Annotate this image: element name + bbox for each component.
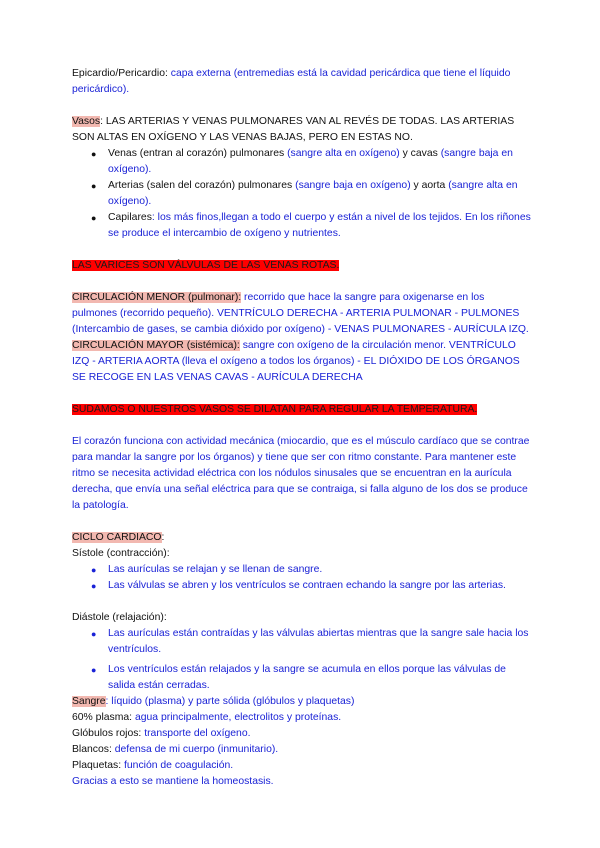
epicardio-term: Epicardio/Pericardio: [72,68,168,79]
list-item [91,626,532,658]
diastole-title: Diástole (relajación) [72,612,164,623]
vasos-item-1-b: (sangre baja en oxígeno) [295,180,411,191]
list-item [91,210,532,242]
circulacion-mayor-paragraph [72,338,532,386]
list-item [91,178,532,210]
vasos-item-0-b: (sangre alta en oxígeno) [287,148,400,159]
vasos-item-0-d: (sangre baja en oxígeno). [108,148,513,175]
ciclo-colon: : [161,532,165,543]
sistole-colon: : [166,548,170,559]
vasos-item-0-c: y cavas [399,148,441,159]
sangre-desc: : líquido (plasma) y parte sólida (glóbulos y plaquetas) [105,696,355,707]
sangre-line-2-desc: defensa de mi cuerpo (inmunitario). [111,744,279,755]
bullet-icon: ● [91,629,97,639]
list-item [91,662,532,694]
sangre-paragraph [72,694,532,710]
varices-highlight: LAS VARICES SON VÁLVULAS DE LAS VENAS ROTAS. [72,260,340,271]
diastole-item-0: Las aurículas están contraídas y las válvulas abiertas mientras que la sangre sale hacia los ventrículos. [108,628,529,655]
sistole-heading [72,546,532,562]
document-page [72,66,532,790]
diastole-colon: : [163,612,167,623]
diastole-list [72,626,532,694]
ciclo-heading [72,530,532,546]
circulacion-menor-term: CIRCULACIÓN MENOR (pulmonar): [72,292,242,303]
sangre-line-0 [72,710,532,726]
circulacion-menor-paragraph [72,290,532,338]
sangre-line-1-desc: transporte del oxígeno. [141,728,251,739]
vasos-item-1-a: Arterias (salen del corazón) pulmonares [108,180,296,191]
bullet-icon: ● [91,181,97,191]
diastole-item-1: Los ventrículos están relajados y la sangre se acumula en ellos porque las válvulas de salida están cerradas. [108,664,506,691]
circulacion-menor-desc: recorrido que hace la sangre para oxigenarse en los pulmones (recorrido pequeño). VENTRÍCULO DERECHA - ARTERIA PULMONAR - PULMONES (Intercambio de gases, se cambia dióxido por oxígeno) - VENAS PULMONARES - AURÍCULA IZQ. [72,292,529,335]
vasos-item-1-c: y aorta [410,180,449,191]
sangre-line-2 [72,742,532,758]
vasos-intro: : LAS ARTERIAS Y VENAS PULMONARES VAN AL REVÉS DE TODAS. LAS ARTERIAS SON ALTAS EN OXÍGENO Y LAS VENAS BAJAS, PERO EN ESTAS NO. [72,116,515,143]
vasos-paragraph [72,114,532,146]
circulacion-mayor-term: CIRCULACIÓN MAYOR (sistémica): [72,340,240,351]
epicardio-desc: capa externa (entremedias está la cavidad pericárdica que tiene el líquido pericárdico). [72,68,511,95]
sangre-line-1 [72,726,532,742]
epicardio-paragraph [72,66,532,98]
vasos-term: Vasos [72,116,101,127]
sangre-line-0-term: 60% plasma: [72,712,133,723]
sudamos-paragraph [72,402,532,418]
vasos-item-0-a: Venas (entran al corazón) pulmonares [108,148,288,159]
bullet-icon: ● [91,213,97,223]
bullet-icon: ● [91,565,97,575]
sistole-list [72,562,532,594]
circulacion-mayor-desc: sangre con oxígeno de la circulación menor. VENTRÍCULO IZQ - ARTERIA AORTA (lleva el oxígeno a todos los órganos) - EL DIÓXIDO DE LOS ÓRGANOS SE RECOGE EN LAS VENAS CAVAS - AURÍCULA DERECHA [72,340,520,383]
sangre-line-2-term: Blancos: [72,744,112,755]
diastole-heading [72,610,532,626]
list-item [91,146,532,178]
sangre-line-3-desc: función de coagulación. [121,760,234,771]
varices-paragraph [72,258,532,274]
vasos-item-2-a: Capilares [108,212,152,223]
sangre-term: Sangre [72,696,106,707]
sangre-line-0-desc: agua principalmente, electrolitos y proteínas. [132,712,342,723]
list-item [91,562,532,578]
sangre-line-3-term: Plaquetas: [72,760,122,771]
sangre-line-3 [72,758,532,774]
bullet-icon: ● [91,149,97,159]
vasos-list [72,146,532,242]
bullet-icon: ● [91,581,97,591]
vasos-item-2-b: : los más finos,llegan a todo el cuerpo y están a nivel de los tejidos. En los riñones se produce el intercambio de oxígeno y nutrientes. [108,212,531,239]
sistole-title: Sístole (contracción) [72,548,167,559]
sistole-item-1: Las válvulas se abren y los ventrículos se contraen echando la sangre por las arterias. [108,580,506,591]
ciclo-title: CICLO CARDIACO [72,532,162,543]
vasos-item-1-d: (sangre alta en oxígeno). [108,180,518,207]
corazon-paragraph: El corazón funciona con actividad mecánica (miocardio, que es el músculo cardíaco que se contrae para mandar la sangre por los órganos) y tiene que ser con ritmo constante. Para mantener este ritmo se necesita actividad eléctrica con los nódulos sinusales que se encuentran en la aurícula derecha, que envía una señal eléctrica para que se contraiga, si falla alguno de los dos se produce la patología. [72,436,530,511]
list-item [91,578,532,594]
sudamos-highlight: SUDAMOS O NUESTROS VASOS SE DILATAN PARA REGULAR LA TEMPERATURA. [72,404,478,415]
sangre-line-1-term: Glóbulos rojos: [72,728,142,739]
sistole-item-0: Las aurículas se relajan y se llenan de sangre. [108,564,323,575]
sangre-closing: Gracias a esto se mantiene la homeostasis. [72,776,274,787]
bullet-icon: ● [91,665,97,675]
